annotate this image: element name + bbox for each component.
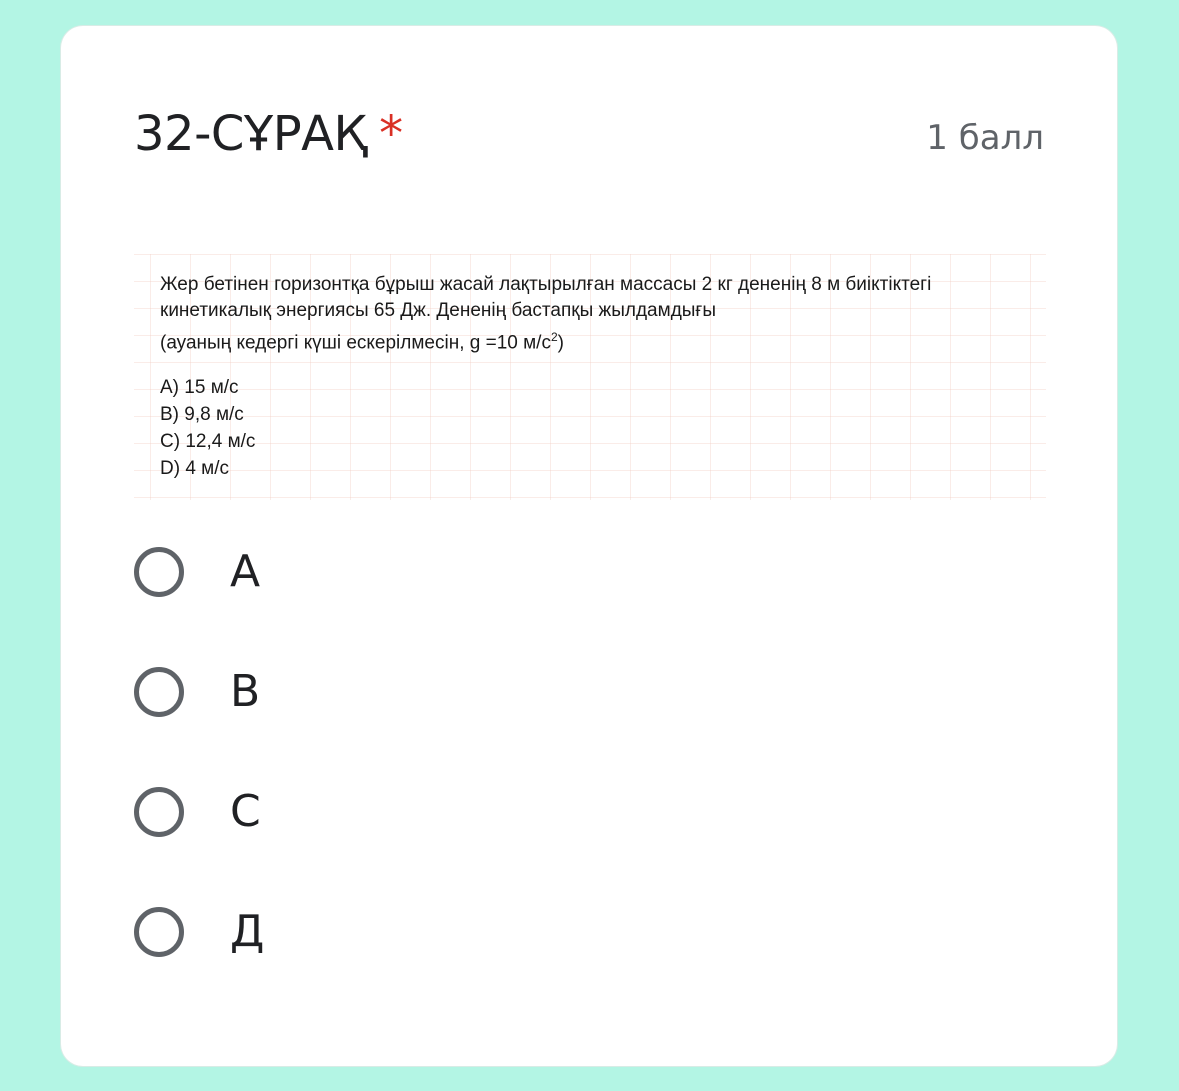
image-option-b: B) 9,8 м/с: [160, 404, 244, 425]
question-text-line-1: Жер бетінен горизонтқа бұрыш жасай лақтырылған массасы 2 кг дененің 8 м биіктіктегі: [160, 274, 932, 295]
image-options-list: [160, 374, 255, 482]
radio-button-icon[interactable]: [134, 667, 184, 717]
question-text-line-3-main: (ауаның кедергі күші ескерілмесін, g =10 м/с: [160, 332, 551, 354]
question-image: [134, 254, 1046, 500]
choice-label: В: [230, 666, 261, 717]
radio-button-icon[interactable]: [134, 547, 184, 597]
image-option-a: A) 15 м/с: [160, 377, 239, 398]
required-asterisk: *: [379, 106, 403, 162]
radio-button-icon[interactable]: [134, 787, 184, 837]
image-option-c: C) 12,4 м/с: [160, 431, 256, 452]
choice-label: А: [230, 546, 261, 597]
question-text-line-2: кинетикалық энергиясы 65 Дж. Дененің бастапқы жылдамдығы: [160, 300, 717, 321]
question-text-line-3: [160, 324, 931, 356]
question-text-line-3-end: ): [557, 332, 564, 354]
choice-label: С: [230, 786, 261, 837]
radio-button-icon[interactable]: [134, 907, 184, 957]
points-label: 1 балл: [926, 118, 1044, 158]
superscript-2: 2: [550, 330, 558, 344]
choice-option-b[interactable]: [134, 660, 260, 724]
question-title: [134, 106, 403, 162]
choice-option-c[interactable]: [134, 780, 261, 844]
question-card: [61, 26, 1117, 1066]
choice-option-a[interactable]: [134, 540, 260, 604]
choice-label: Д: [230, 906, 265, 957]
question-text: [160, 272, 931, 356]
image-option-d: D) 4 м/с: [160, 458, 230, 479]
choice-option-d[interactable]: [134, 900, 264, 964]
question-title-text: 32-СҰРАҚ: [134, 106, 368, 162]
